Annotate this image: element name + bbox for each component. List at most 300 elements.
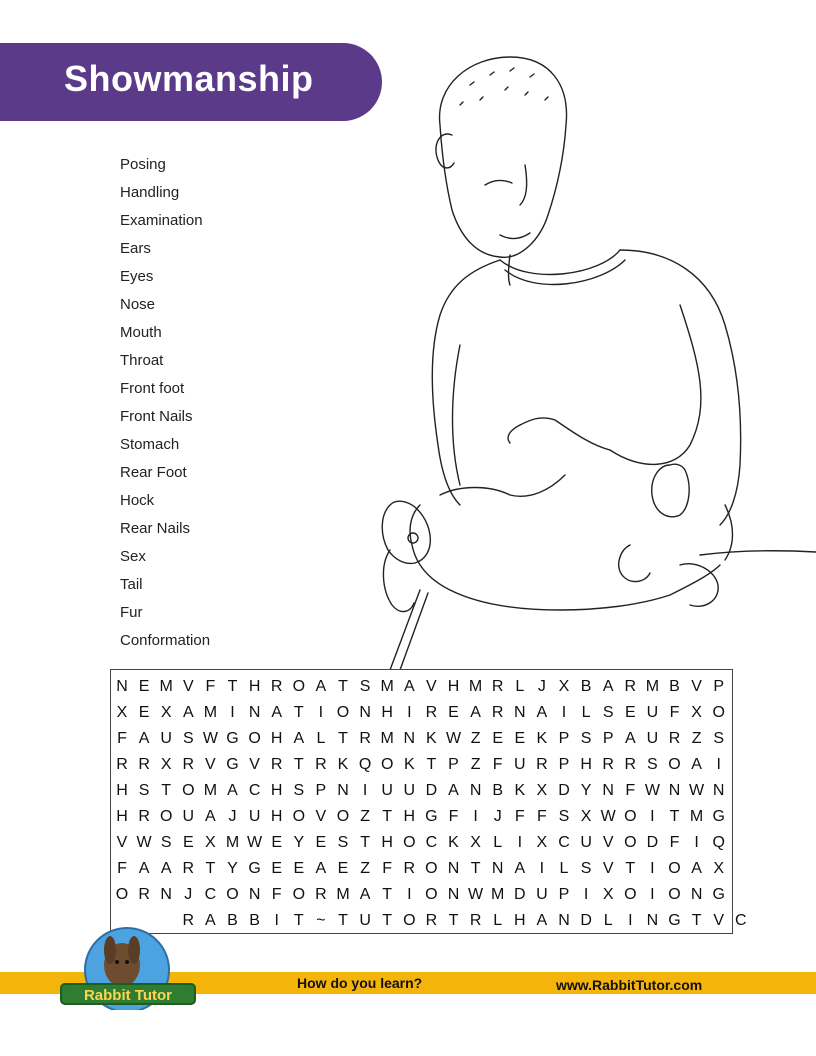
grid-letter: J [184, 886, 193, 903]
grid-letter: X [160, 704, 172, 721]
grid-letter: R [624, 756, 637, 773]
grid-letter: O [668, 756, 681, 773]
grid-letter: S [182, 730, 194, 747]
grid-letter: T [470, 860, 481, 877]
grid-letter: I [318, 704, 324, 721]
grid-letter: W [600, 808, 616, 825]
grid-letter: P [713, 678, 725, 695]
grid-row [111, 726, 732, 752]
grid-letter: W [247, 834, 263, 851]
grid-letter: S [713, 730, 725, 747]
grid-letter: E [448, 704, 459, 721]
word-list [120, 151, 210, 655]
grid-letter: I [362, 782, 368, 799]
grid-letter: O [624, 886, 637, 903]
grid-letter: T [691, 912, 702, 929]
grid-letter: E [624, 704, 636, 721]
grid-letter: M [380, 730, 394, 747]
grid-letter: S [293, 782, 305, 799]
grid-letter: I [473, 808, 478, 825]
grid-letter: A [470, 704, 481, 721]
grid-letter: O [115, 886, 129, 903]
grid-letter: A [536, 912, 548, 929]
page-title: Showmanship [64, 58, 314, 99]
grid-letter: N [646, 912, 659, 929]
word-list-item: Front Nails [120, 408, 193, 425]
grid-letter: T [293, 912, 304, 929]
grid-letter: I [230, 704, 235, 721]
grid-letter: R [138, 808, 150, 825]
grid-letter: S [359, 678, 371, 695]
grid-letter: M [468, 678, 483, 695]
grid-letter: S [558, 808, 570, 825]
grid-letter: U [580, 834, 592, 851]
grid-letter: X [580, 808, 592, 825]
grid-letter: E [315, 834, 327, 851]
grid-letter: R [491, 678, 504, 695]
grid-letter: L [581, 704, 591, 721]
grid-letter: H [403, 808, 416, 825]
grid-letter: H [116, 782, 128, 799]
grid-letter: N [469, 782, 482, 799]
grid-letter: L [603, 912, 613, 929]
grid-letter: X [205, 834, 216, 851]
grid-letter: U [646, 704, 659, 721]
grid-letter: V [315, 808, 327, 825]
grid-letter: R [403, 860, 416, 877]
grid-letter: C [735, 912, 747, 929]
grid-letter: R [425, 704, 438, 721]
grid-letter: I [561, 704, 567, 721]
grid-letter: N [491, 860, 504, 877]
grid-letter: S [602, 704, 614, 721]
grid-letter: H [270, 782, 283, 799]
grid-letter: I [716, 756, 721, 773]
grid-letter: N [602, 782, 614, 799]
grid-letter: A [691, 860, 702, 877]
grid-letter: Z [360, 860, 370, 877]
grid-letter: S [337, 834, 349, 851]
grid-letter: O [712, 704, 725, 721]
word-list-item: Tail [120, 576, 143, 593]
grid-letter: T [227, 678, 238, 695]
grid-letter: R [315, 886, 327, 903]
grid-letter: Y [293, 834, 305, 851]
word-list-item: Eyes [120, 268, 154, 285]
grid-letter: K [426, 730, 437, 747]
grid-letter: Z [360, 808, 370, 825]
grid-letter: E [271, 860, 283, 877]
grid-letter: H [270, 730, 283, 747]
grid-letter: T [161, 782, 172, 799]
grid-letter: E [138, 704, 150, 721]
grid-letter: U [182, 808, 195, 825]
grid-row [111, 752, 732, 778]
word-list-item: Rear Foot [120, 464, 187, 481]
grid-letter: F [448, 808, 459, 825]
grid-letter: S [138, 782, 150, 799]
grid-letter: I [650, 860, 655, 877]
grid-letter: G [712, 808, 725, 825]
grid-letter: O [403, 912, 416, 929]
grid-letter: L [316, 730, 326, 747]
grid-letter: U [514, 756, 526, 773]
grid-letter: V [182, 678, 194, 695]
grid-letter: C [248, 782, 261, 799]
grid-letter: K [448, 834, 459, 851]
grid-letter: T [205, 860, 216, 877]
grid-letter: R [315, 756, 327, 773]
grid-letter: A [293, 730, 305, 747]
grid-letter: X [691, 704, 702, 721]
grid-letter: A [602, 678, 614, 695]
grid-letter: S [580, 730, 592, 747]
grid-letter: I [583, 886, 589, 903]
grid-letter: P [558, 730, 570, 747]
word-list-item: Front foot [120, 380, 185, 397]
grid-letter: I [407, 704, 412, 721]
grid-letter: A [691, 756, 702, 773]
grid-letter: K [514, 782, 526, 799]
grid-letter: X [536, 782, 548, 799]
grid-letter: T [382, 808, 393, 825]
grid-letter: A [359, 886, 371, 903]
grid-letter: C [204, 886, 217, 903]
grid-letter: G [712, 886, 725, 903]
grid-letter: L [493, 834, 503, 851]
grid-letter: J [228, 808, 237, 825]
grid-letter: B [669, 678, 680, 695]
grid-letter: X [602, 886, 614, 903]
grid-letter: G [425, 808, 438, 825]
grid-letter: I [650, 886, 655, 903]
grid-letter: U [403, 782, 416, 799]
grid-letter: A [138, 860, 150, 877]
word-list-item: Handling [120, 184, 180, 201]
grid-letter: O [292, 808, 306, 825]
grid-letter: U [248, 808, 261, 825]
grid-letter: N [668, 782, 681, 799]
grid-letter: S [647, 756, 658, 773]
grid-letter: T [338, 678, 348, 695]
grid-letter: A [403, 678, 415, 695]
grid-letter: O [248, 730, 261, 747]
grid-letter: O [292, 886, 306, 903]
grid-letter: D [646, 834, 659, 851]
grid-letter: F [625, 782, 636, 799]
grid-letter: N [712, 782, 725, 799]
grid-letter: A [536, 704, 548, 721]
grid-letter: I [539, 860, 545, 877]
grid-letter: X [116, 704, 128, 721]
grid-letter: T [426, 756, 437, 773]
grid-letter: N [403, 730, 416, 747]
grid-letter: H [381, 834, 393, 851]
grid-letter: H [248, 678, 261, 695]
grid-letter: E [271, 834, 283, 851]
grid-letter: F [514, 808, 525, 825]
grid-letter: I [650, 808, 655, 825]
grid-letter: C [425, 834, 438, 851]
grid-letter: I [694, 834, 699, 851]
grid-letter: Z [470, 756, 481, 773]
grid-letter: N [116, 678, 128, 695]
grid-letter: A [315, 860, 327, 877]
footer-tagline: How do you learn? [297, 975, 423, 991]
grid-letter: A [271, 704, 283, 721]
grid-letter: O [292, 678, 306, 695]
grid-letter: O [624, 808, 637, 825]
grid-letter: P [558, 756, 570, 773]
grid-letter: T [293, 756, 304, 773]
grid-letter: P [558, 886, 570, 903]
grid-letter: R [116, 756, 128, 773]
grid-letter: A [205, 912, 216, 929]
grid-letter: Z [470, 730, 481, 747]
grid-letter: N [690, 886, 703, 903]
grid-letter: L [559, 860, 569, 877]
grid-letter: B [249, 912, 260, 929]
grid-letter: P [602, 730, 614, 747]
grid-letter: L [515, 678, 525, 695]
word-list-item: Conformation [120, 632, 211, 649]
grid-letter: N [337, 782, 349, 799]
grid-letter: A [227, 782, 238, 799]
grid-letter: O [425, 886, 438, 903]
grid-letter: H [514, 912, 526, 929]
grid-letter: E [337, 860, 349, 877]
grid-letter: T [669, 808, 680, 825]
grid-letter: P [315, 782, 327, 799]
grid-letter: E [138, 678, 150, 695]
grid-letter: U [646, 730, 659, 747]
grid-letter: O [425, 860, 438, 877]
grid-letter: K [536, 730, 548, 747]
grid-row [111, 830, 732, 856]
grid-letter: X [160, 756, 172, 773]
grid-letter: I [274, 912, 279, 929]
grid-letter: G [248, 860, 261, 877]
grid-letter: O [668, 886, 681, 903]
grid-letter: R [469, 912, 482, 929]
grid-letter: B [227, 912, 238, 929]
grid-letter: W [445, 730, 462, 747]
grid-letter: S [580, 860, 592, 877]
grid-letter: R [536, 756, 548, 773]
grid-letter: F [117, 730, 127, 747]
grid-letter: M [336, 886, 350, 903]
grid-letter: W [689, 782, 705, 799]
grid-letter: X [536, 834, 548, 851]
grid-letter: N [514, 704, 526, 721]
grid-letter: V [602, 860, 614, 877]
grid-letter: F [669, 704, 680, 721]
word-list-item: Hock [120, 492, 155, 509]
grid-letter: G [226, 730, 239, 747]
grid-letter: A [138, 730, 150, 747]
word-list-item: Nose [120, 296, 156, 313]
grid-letter: K [403, 756, 415, 773]
grid-letter: P [448, 756, 459, 773]
grid-letter: R [138, 886, 150, 903]
grid-letter: R [182, 756, 195, 773]
grid-letter: ~ [316, 912, 326, 929]
grid-letter: W [202, 730, 218, 747]
grid-letter: A [514, 860, 526, 877]
grid-letter: E [492, 730, 504, 747]
grid-letter: F [382, 860, 393, 877]
grid-letter: Q [712, 834, 725, 851]
grid-letter: F [205, 678, 216, 695]
grid-letter: R [182, 912, 195, 929]
grid-letter: A [448, 782, 459, 799]
grid-row [111, 804, 732, 830]
grid-letter: T [625, 860, 636, 877]
grid-letter: T [448, 912, 459, 929]
grid-letter: R [668, 730, 681, 747]
grid-letter: N [447, 886, 460, 903]
grid-row [111, 908, 747, 934]
grid-letter: O [182, 782, 195, 799]
word-list-item: Rear Nails [120, 520, 191, 537]
grid-letter: N [359, 704, 371, 721]
grid-letter: V [205, 756, 216, 773]
grid-letter: R [425, 912, 438, 929]
grid-letter: R [138, 756, 150, 773]
grid-row [111, 882, 732, 908]
grid-letter: T [382, 912, 393, 929]
grid-letter: D [558, 782, 570, 799]
grid-letter: D [425, 782, 438, 799]
grid-letter: X [713, 860, 725, 877]
grid-letter: N [558, 912, 570, 929]
grid-letter: R [624, 678, 637, 695]
grid-letter: M [689, 808, 704, 825]
grid-letter: H [270, 808, 283, 825]
grid-letter: W [468, 886, 484, 903]
grid-letter: E [293, 860, 305, 877]
grid-letter: O [226, 886, 239, 903]
grid-letter: F [271, 886, 282, 903]
grid-letter: A [182, 704, 194, 721]
boy-holding-rabbit-illustration [380, 45, 816, 670]
word-list-item: Examination [120, 212, 203, 229]
grid-letter: V [713, 912, 725, 929]
grid-letter: U [160, 730, 172, 747]
grid-row [111, 856, 732, 882]
grid-letter: I [517, 834, 523, 851]
grid-letter: Q [358, 756, 372, 773]
grid-letter: U [359, 912, 371, 929]
grid-letter: S [160, 834, 172, 851]
grid-letter: V [249, 756, 260, 773]
grid-letter: X [558, 678, 570, 695]
grid-letter: E [182, 834, 194, 851]
grid-letter: M [491, 886, 505, 903]
grid-letter: N [447, 860, 460, 877]
grid-letter: M [203, 704, 218, 721]
word-search-grid [110, 669, 747, 934]
grid-letter: F [117, 860, 127, 877]
grid-letter: H [447, 678, 460, 695]
logo-label: Rabbit Tutor [60, 983, 196, 1005]
grid-letter: F [669, 834, 680, 851]
grid-letter: C [558, 834, 570, 851]
word-list-item: Throat [120, 352, 164, 369]
grid-letter: G [226, 756, 239, 773]
grid-letter: O [336, 704, 350, 721]
grid-letter: R [602, 756, 614, 773]
grid-letter: B [580, 678, 592, 695]
grid-letter: L [493, 912, 503, 929]
grid-letter: D [514, 886, 526, 903]
grid-letter: R [491, 704, 504, 721]
grid-letter: I [407, 886, 412, 903]
grid-letter: A [205, 808, 216, 825]
grid-letter: J [537, 678, 546, 695]
grid-letter: T [360, 834, 370, 851]
grid-letter: Y [580, 782, 592, 799]
grid-letter: N [160, 886, 172, 903]
grid-letter: G [668, 912, 681, 929]
grid-letter: J [493, 808, 502, 825]
grid-letter: R [182, 860, 195, 877]
grid-row [111, 778, 732, 804]
grid-letter: T [382, 886, 393, 903]
grid-letter: Z [691, 730, 702, 747]
grid-letter: O [336, 808, 350, 825]
grid-letter: A [624, 730, 636, 747]
grid-row [111, 674, 732, 700]
grid-letter: A [160, 860, 172, 877]
grid-letter: V [426, 678, 437, 695]
grid-letter: M [159, 678, 173, 695]
grid-letter: W [136, 834, 152, 851]
word-list-item: Sex [120, 548, 146, 565]
grid-letter: M [225, 834, 240, 851]
grid-letter: M [380, 678, 394, 695]
grid-letter: R [270, 756, 283, 773]
grid-letter: O [624, 834, 637, 851]
grid-letter: R [359, 730, 371, 747]
grid-letter: H [381, 704, 393, 721]
grid-letter: A [315, 678, 327, 695]
grid-letter: H [116, 808, 128, 825]
grid-letter: T [338, 912, 348, 929]
word-list-item: Ears [120, 240, 151, 257]
grid-letter: U [536, 886, 548, 903]
grid-letter: K [337, 756, 349, 773]
grid-letter: U [381, 782, 393, 799]
grid-letter: X [470, 834, 481, 851]
grid-letter: D [580, 912, 592, 929]
grid-letter: O [380, 756, 394, 773]
word-list-item: Mouth [120, 324, 162, 341]
grid-letter: H [580, 756, 592, 773]
grid-letter: I [628, 912, 633, 929]
grid-letter: O [403, 834, 416, 851]
grid-letter: N [248, 886, 261, 903]
grid-letter: E [514, 730, 526, 747]
footer-website-link[interactable]: www.RabbitTutor.com [556, 977, 703, 993]
grid-letter: M [203, 782, 218, 799]
grid-letter: W [644, 782, 660, 799]
grid-letter: Y [227, 860, 238, 877]
grid-letter: O [159, 808, 173, 825]
grid-letter: T [338, 730, 348, 747]
word-list-item: Fur [120, 604, 143, 621]
word-list-item: Posing [120, 156, 166, 173]
